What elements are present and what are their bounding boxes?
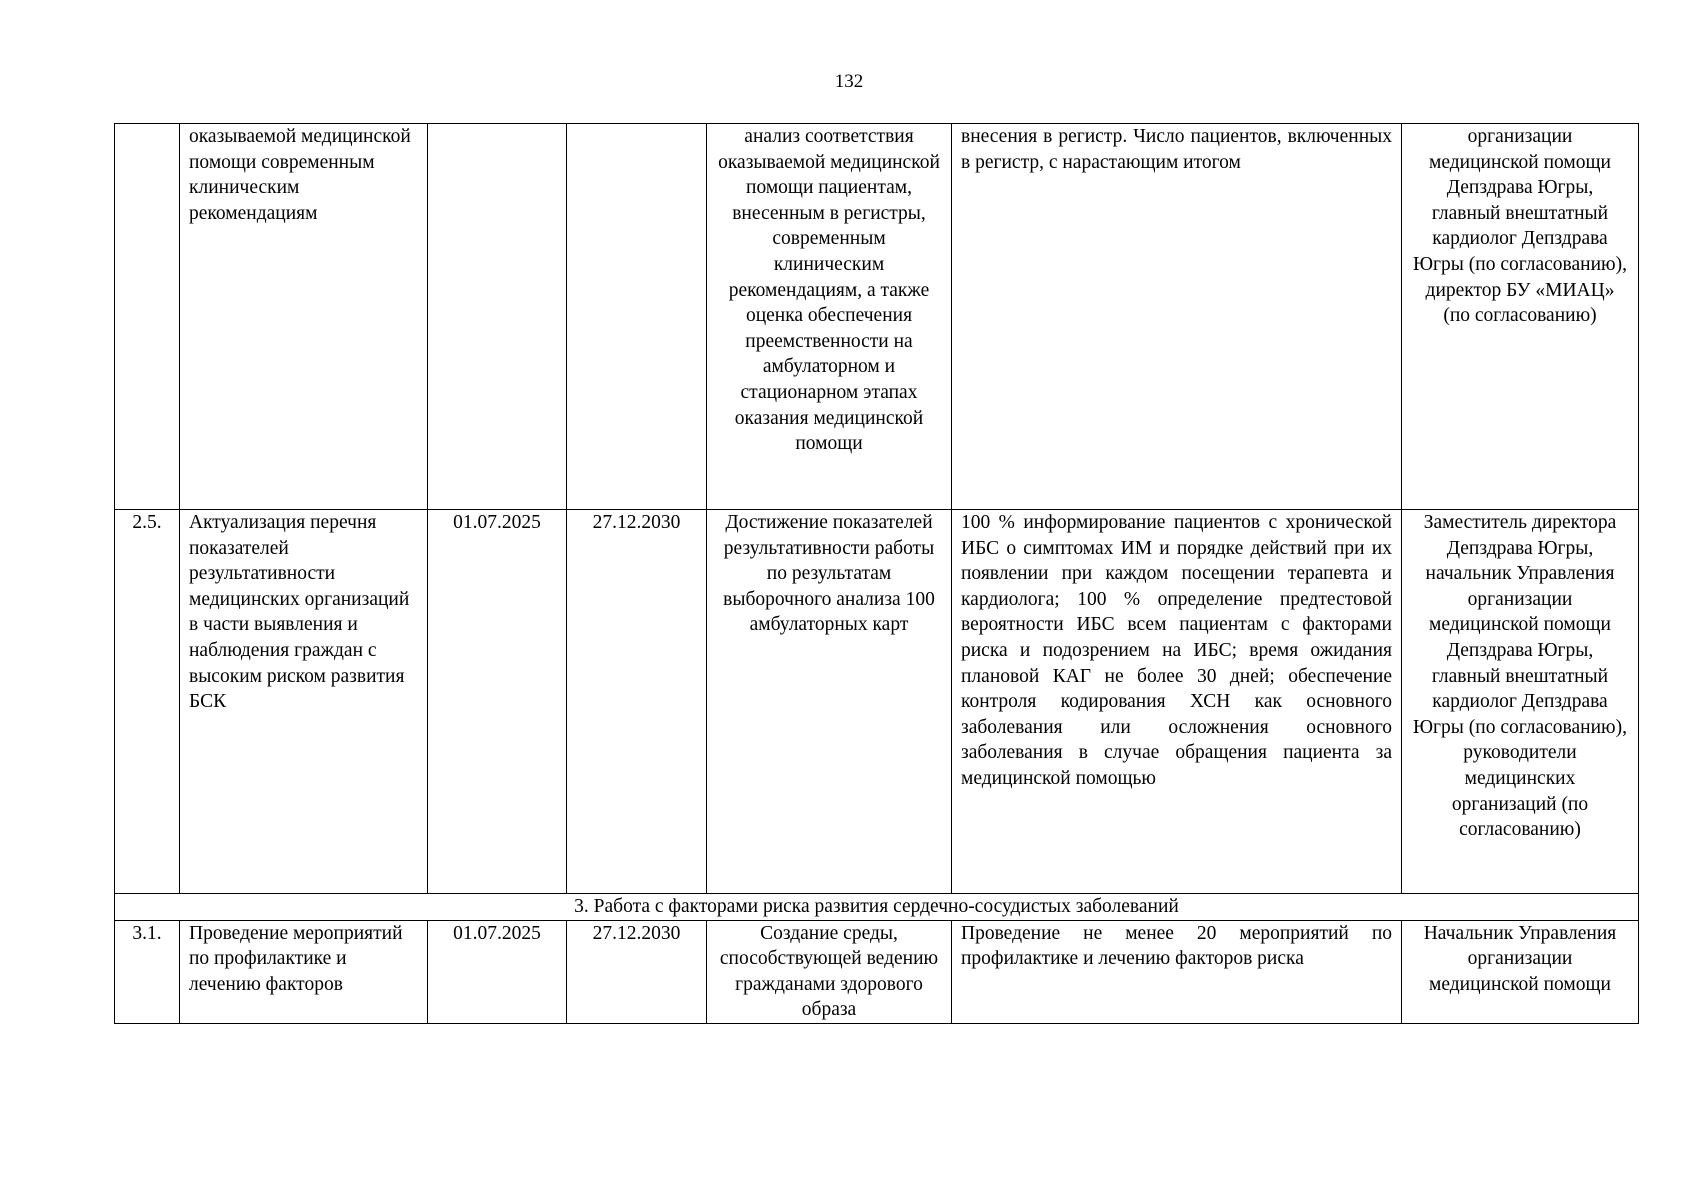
end-date — [567, 124, 707, 510]
section-title: 3. Работа с факторами риска развития сердечно-сосудистых заболеваний — [115, 894, 1639, 921]
indicator: внесения в регистр. Число пациентов, включенных в регистр, с нарастающим итогом — [952, 124, 1402, 510]
expected-result: Достижение показателей результативности работы по результатам выборочного анализа 100 амбулаторных карт — [707, 510, 952, 894]
table-row — [115, 510, 1639, 894]
start-date: 01.07.2025 — [428, 510, 567, 894]
responsible: Заместитель директора Депздрава Югры, начальник Управления организации медицинской помощи Депздрава Югры, главный внештатный кардиолог Депздрава Югры (по согласованию), руководители медицинских организаций (по согласованию) — [1402, 510, 1639, 894]
expected-result: анализ соответствия оказываемой медицинской помощи пациентам, внесенным в регистры, современным клиническим рекомендациям, а также оценка обеспечения преемственности на амбулаторном и стационарном этапах оказания медицинской помощи — [707, 124, 952, 510]
section-row — [115, 894, 1639, 921]
responsible: организации медицинской помощи Депздрава Югры, главный внештатный кардиолог Депздрава Югры (по согласованию), директор БУ «МИАЦ» (по согласованию) — [1402, 124, 1639, 510]
measure-name: оказываемой медицинской помощи современным клиническим рекомендациям — [180, 124, 428, 510]
end-date: 27.12.2030 — [567, 510, 707, 894]
table-row — [115, 920, 1639, 1023]
measure-name: Проведение мероприятий по профилактике и лечению факторов — [180, 920, 428, 1023]
table-row — [115, 124, 1639, 510]
indicator: Проведение не менее 20 мероприятий по профилактике и лечению факторов риска — [952, 920, 1402, 1023]
row-number: 3.1. — [115, 920, 180, 1023]
responsible: Начальник Управления организации медицинской помощи — [1402, 920, 1639, 1023]
start-date: 01.07.2025 — [428, 920, 567, 1023]
row-number — [115, 124, 180, 510]
measure-name: Актуализация перечня показателей результативности медицинских организаций в части выявления и наблюдения граждан с высоким риском развития БСК — [180, 510, 428, 894]
start-date — [428, 124, 567, 510]
row-number: 2.5. — [115, 510, 180, 894]
page-number: 132 — [834, 71, 864, 92]
measures-table — [114, 123, 1639, 1024]
expected-result: Создание среды, способствующей ведению гражданами здорового образа — [707, 920, 952, 1023]
indicator: 100 % информирование пациентов с хронической ИБС о симптомах ИМ и порядке действий при их появлении при каждом посещении терапевта и кардиолога; 100 % определение предтестовой вероятности ИБС всем пациентам с факторами риска и подозрением на ИБС; время ожидания плановой КАГ не более 30 дней; обеспечение контроля кодирования ХСН как основного заболевания или осложнения основного заболевания в случае обращения пациента за медицинской помощью — [952, 510, 1402, 894]
end-date: 27.12.2030 — [567, 920, 707, 1023]
